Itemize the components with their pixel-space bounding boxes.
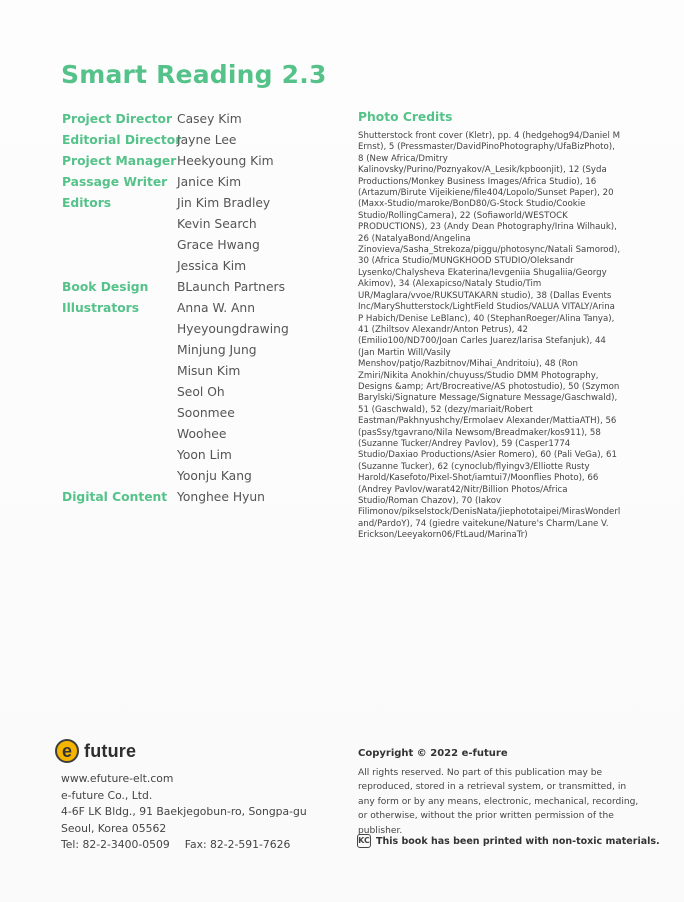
credit-row — [62, 129, 352, 150]
credit-name: Heekyoung Kim — [177, 153, 274, 168]
credit-name: Hyeyoungdrawing — [177, 321, 289, 336]
credit-row — [62, 486, 352, 507]
address-line-2: Seoul, Korea 05562 — [61, 821, 167, 835]
credit-row — [62, 381, 352, 402]
credit-role: Digital Content — [62, 489, 168, 504]
nontoxic-statement: This book has been printed with non-toxic materials. — [376, 835, 660, 847]
e-logo-icon: e — [55, 739, 79, 763]
kc-mark-icon: KC — [357, 834, 371, 848]
credit-row — [62, 318, 352, 339]
address-line-1: 4-6F LK Bldg., 91 Baekjegobun-ro, Songpa-gu — [61, 805, 307, 819]
credit-row — [62, 171, 352, 192]
rights-statement: All rights reserved. No part of this publication may be reproduced, stored in a retrieval system, or transmitted, in any form or by any means, electronic, mechanical, recording, or otherwise, without the prior written permission of the publisher. — [358, 768, 639, 836]
logo-text: future — [84, 740, 137, 761]
credit-row — [62, 297, 352, 318]
photo-credits-heading: Photo Credits — [358, 110, 453, 124]
credit-role: Project Director — [62, 111, 173, 126]
credit-row — [62, 213, 352, 234]
credit-row — [62, 108, 352, 129]
copyright-heading: Copyright © 2022 e-future — [358, 748, 508, 759]
credit-row — [62, 402, 352, 423]
credit-name: Yonghee Hyun — [177, 489, 265, 504]
credit-name: Minjung Jung — [177, 342, 257, 357]
telephone: Tel: 82-2-3400-0509 — [61, 838, 170, 852]
credit-name: Seol Oh — [177, 384, 225, 399]
credit-role: Editors — [62, 195, 112, 210]
credit-name: Kevin Search — [177, 216, 257, 231]
credit-role: Book Design — [62, 279, 149, 294]
credit-row — [62, 150, 352, 171]
credit-role: Passage Writer — [62, 174, 168, 189]
phone-fax — [61, 837, 307, 854]
credit-role: Project Manager — [62, 153, 177, 168]
credit-name: Yoonju Kang — [177, 468, 252, 483]
credit-row — [62, 234, 352, 255]
credit-name: Soonmee — [177, 405, 235, 420]
credit-name: Woohee — [177, 426, 227, 441]
publisher-contact — [61, 771, 307, 854]
credit-name: Jin Kim Bradley — [177, 195, 271, 210]
credit-name: Misun Kim — [177, 363, 241, 378]
credit-row — [62, 339, 352, 360]
credit-name: Janice Kim — [177, 174, 242, 189]
credit-name: BLaunch Partners — [177, 279, 285, 294]
company-name: e-future Co., Ltd. — [61, 788, 153, 802]
kc-certification — [357, 834, 660, 848]
credit-role: Illustrators — [62, 300, 140, 315]
publisher-logo — [55, 739, 136, 763]
credit-name: Jayne Lee — [177, 132, 237, 147]
website: www.efuture-elt.com — [61, 772, 174, 785]
credit-row — [62, 465, 352, 486]
book-title: Smart Reading 2.3 — [61, 60, 327, 89]
credit-name: Jessica Kim — [177, 258, 247, 273]
credit-name: Anna W. Ann — [177, 300, 256, 315]
credit-row — [62, 360, 352, 381]
fax: Fax: 82-2-591-7626 — [184, 838, 291, 852]
credits-list — [62, 108, 352, 507]
credit-row — [62, 192, 352, 213]
credit-row — [62, 255, 352, 276]
credit-role: Editorial Director — [62, 132, 182, 147]
credit-name: Grace Hwang — [177, 237, 260, 252]
credit-name: Yoon Lim — [177, 447, 232, 462]
credit-name: Casey Kim — [177, 111, 242, 126]
credit-row — [62, 444, 352, 465]
credit-row — [62, 423, 352, 444]
photo-credits-text: Shutterstock front cover (Kletr), pp. 4 (hedgehog94/Daniel M Ernst), 5 (Pressmaster/DavidPinoPhotography/UfaBizPhoto), 8 (New Africa/Dmitry Kalinovsky/Purino/Poznyakov/A_Lesik/kpboonjit), 12 (Syda Productions/Monkey Business Images/Africa Studio), 16 (Artazum/Birute Vijeikiene/file404/Lopolo/Sunset Paper), 20 (Maxx-Studio/maroke/BonD80/G-Stock Studio/Cookie Studio/RollingCamera), 22 (Sofiaworld/WESTOCK PRODUCTIONS), 23 (Andy Dean Photography/Irina Wilhauk), 26 (NatalyaBond/Angelina Zinovieva/Sasha_Strekoza/piggu/photosync/Natali Samorod), 30 (Africa Studio/MUNGKHOOD STUDIO/Oleksandr Lysenko/Chalysheva Ekaterina/Ievgeniia Shugaliia/Georgy Akimov), 34 (Alexapicso/Nataly Studio/Tim UR/Maglara/vvoe/RUKSUTAKARN studio), 38 (Dallas Events Inc/MaryShutterstock/LightField Studios/VALUA VITALY/Arina P Habich/Denise LeBlanc), 40 (StephanRoeger/Alina Tanya), 41 (Zhiltsov Alexandr/Anton Petrus), 42 (Emilio100/ND700/Joan Carles Juarez/larisa Stefanjuk), 44 (Jan Martin Will/Vasily Menshov/patjo/Razbitnov/Mihai_Andritoiu), 48 (Ron Zmiri/Nikita Anokhin/chuyuss/Studio DMM Photography, Designs &amp; Art/Brocreative/AS photostudio), 50 (Szymon Barylski/Signature Message/Signature Message/Gaschwald), 51 (Gaschwald), 52 (dezy/mariait/Robert Eastman/Pakhnyushchy/Ermolaev Alexander/MattiaATH), 56 (pasSsy/tgavrano/Nila Newsom/Breadmaker/kos911), 58 (Suzanne Tucker/Andrey Pavlov), 59 (Casper1774 Studio/Daxiao Productions/Asier Romero), 60 (Pali VeGa), 61 (Suzanne Tucker), 62 (cynoclub/flyingv3/Elliotte Rusty Harold/Kasefoto/Pixel-Shot/iamtui7/Moonflies Photo), 66 (Andrey Pavlov/warat42/Nitr/Billion Photos/Africa Studio/Roman Chazov), 70 (Iakov Filimonov/pikselstock/DenisNata/jiephototaipei/MirasWonderland/PardoY), 74 (giedre vaitekune/Nature's Charm/Lane V. Erickson/Leeyakorn06/FtLaud/MarinaTr) — [358, 131, 621, 541]
credit-row — [62, 276, 352, 297]
